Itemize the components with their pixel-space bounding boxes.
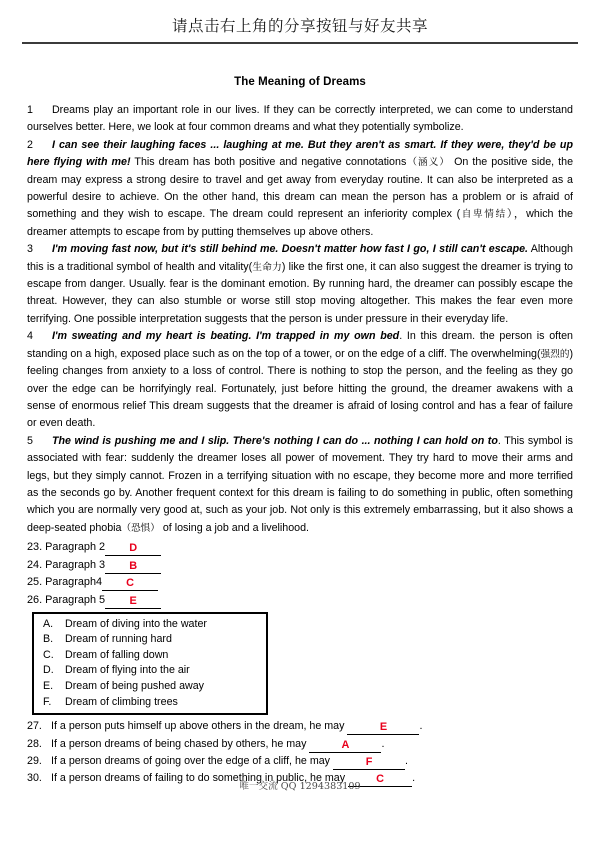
page-title: The Meaning of Dreams (234, 76, 366, 88)
option-letter: C. (43, 648, 54, 661)
chinese-gloss: （涵义） (406, 157, 451, 169)
answer-letter: A (341, 738, 350, 751)
answer-letter: F (365, 755, 373, 768)
answer-blank[interactable] (333, 755, 405, 770)
option-text: Dream of being pushed away (65, 679, 205, 692)
question-text: If a person puts himself up above others in the dream, he may (51, 720, 345, 733)
footer-contact: 唯一交流 QQ 1294383109 (239, 781, 361, 792)
paragraph-number: 4 (27, 330, 33, 343)
paragraph-number: 3 (27, 243, 33, 256)
option-text: Dream of flying into the air (65, 664, 190, 677)
option-item-e[interactable] (34, 679, 266, 695)
chinese-gloss: 自卑情结 (460, 209, 507, 221)
question-number: 27. (27, 720, 42, 733)
question-label: Paragraph 5 (45, 593, 106, 606)
answer-blank[interactable] (309, 738, 381, 753)
question-number: 28. (27, 737, 42, 750)
answer-blank[interactable] (105, 541, 161, 556)
answer-blank[interactable] (105, 559, 161, 574)
header-divider (22, 42, 578, 44)
paragraph-number: 2 (27, 138, 33, 151)
paragraph-5 (27, 433, 573, 537)
paragraph-text-part2: ) feeling changes from anxiety to a loss of control. There is nothing to stop the person, and the feeling as they go over the edge can be horrifyingly real. Fortunately, just before hitting the ground, the dreamer awakens with a sense of enormous relief This dream suggests that the dreamer is afraid of losing control and has a fear of failure or even death. (27, 347, 574, 430)
chinese-gloss: 生命力 (252, 261, 282, 273)
dream-quote: The wind is pushing me and I slip. There's nothing I can do ... nothing I can hold on to (51, 434, 498, 447)
dream-quote: I'm sweating and my heart is beating. I'm trapped in my own bed (51, 330, 400, 343)
answer-blank[interactable] (105, 594, 161, 609)
sentence-period: . (405, 754, 408, 767)
question-number: 23. (27, 541, 43, 554)
article-body (27, 102, 573, 788)
answer-letter: E (129, 594, 137, 607)
paragraph-number: 1 (27, 104, 33, 116)
option-letter: D. (43, 664, 54, 677)
paragraph-2 (27, 137, 573, 241)
option-item-d[interactable] (34, 663, 266, 679)
question-number: 30. (27, 772, 42, 785)
option-text: Dream of running hard (65, 633, 172, 646)
paragraph-text-part2: On the positive side, the dream may express a strong desire to travel and get away from everyday routine. It can also be interpreted as a powerful desire to achieve. On the other hand, this dream can mean the person has a problem or is afraid of something and they wish to escape. The dream could represent an inferiority complex ( (27, 156, 574, 221)
chinese-gloss: （恐惧） (121, 522, 160, 534)
question-text: If a person dreams of being chased by others, he may (51, 737, 307, 750)
share-banner-text: 请点击右上角的分享按钮与好友共享 (171, 17, 428, 35)
matching-question-row (27, 592, 573, 610)
paragraph-number: 5 (27, 434, 33, 447)
matching-question-row (27, 557, 573, 575)
sentence-period: . (412, 772, 416, 785)
answer-blank[interactable] (347, 720, 419, 735)
completion-question-row (27, 736, 573, 753)
question-label: Paragraph 3 (45, 558, 106, 571)
answer-letter: C (126, 577, 135, 590)
option-item-a[interactable] (34, 617, 266, 633)
dream-quote: I'm moving fast now, but it's still behind me. Doesn't matter how fast I go, I still can't escape. (51, 243, 529, 256)
completion-question-row (27, 718, 573, 735)
paragraph-text-part1: . This symbol is associated with fear: suddenly the dreamer loses all power of movement. They try hard to move their arms and legs, but they simply cannot. Frozen in a terrifying situation with no escape, they become more and more terrified as the seconds go by. Another frequent context for this dream is failing to do something in public, often something which you are normally very good at, such as your job. Not only is this extremely embarrassing, but it also shows a deep-seated phobia (27, 434, 573, 534)
paragraph-3 (27, 241, 573, 328)
paragraph-text-part3: ），which the dreamer attempts to escape from by putting themselves up above others. (27, 208, 573, 238)
paragraph-4 (27, 328, 573, 432)
question-number: 29. (27, 754, 42, 767)
paragraph-text: Dreams play an important role in our lives. If they can be correctly interpreted, we can come to understand ourselves better. Here, we look at four common dreams and what they potentially symbolize. (27, 104, 573, 134)
answer-letter: B (129, 559, 138, 572)
option-text: Dream of climbing trees (65, 695, 178, 708)
sentence-period: . (381, 737, 385, 750)
option-letter: E. (43, 679, 54, 692)
paragraph-text-part1: This dream has both positive and negative connotations (130, 156, 407, 169)
paragraph-1 (27, 102, 573, 137)
answer-letter: E (379, 721, 388, 734)
option-letter: F. (43, 695, 52, 708)
chinese-gloss: 强烈的 (540, 348, 570, 360)
question-label: Paragraph 2 (45, 541, 106, 554)
answer-letter: C (376, 773, 384, 786)
dream-quote: I can see their laughing faces ... laughing at me. But they aren't as smart. If they were, they'd be up here flying with me! (27, 138, 573, 169)
matching-question-row (27, 539, 573, 557)
question-number: 25. (27, 576, 43, 589)
option-text: Dream of falling down (65, 648, 169, 661)
matching-question-row (27, 574, 573, 592)
options-box (32, 612, 268, 716)
paragraph-text-part2: of losing a job and a livelihood. (159, 521, 310, 534)
option-item-b[interactable] (34, 632, 266, 648)
option-text: Dream of diving into the water (65, 617, 207, 630)
sentence-period: . (419, 720, 423, 733)
question-label: Paragraph4 (45, 576, 103, 589)
answer-letter: D (129, 542, 138, 555)
question-number: 26. (27, 593, 43, 606)
answer-blank[interactable] (102, 576, 158, 591)
question-text: If a person dreams of failing to do something in public, he may (51, 772, 346, 785)
question-number: 24. (27, 558, 43, 571)
paragraph-text-part2: ) like the first one, it can also suggest the dreamer is trying to escape from danger. Usually. fear is the dominant emotion. By running hard, the dreamer can possibly escape the threat. However, they can also stumble or worse still stop moving altogether. This makes the fear even more terrifying. One possible interpretation suggests that the person is under pressure in their everyday life. (27, 260, 573, 325)
matching-question-list (27, 539, 573, 609)
paragraph-text-part1: Although this is a traditional symbol of health and vitality( (27, 243, 573, 273)
option-letter: A. (43, 617, 54, 630)
option-letter: B. (43, 633, 54, 646)
option-item-f[interactable] (34, 695, 266, 711)
paragraph-text-part1: . In this dream. the person is often standing on a high, exposed place such as on the top of a tower, or on the edge of a cliff. The overwhelming( (27, 330, 573, 360)
option-item-c[interactable] (34, 648, 266, 664)
completion-question-row (27, 753, 573, 770)
question-text: If a person dreams of going over the edge of a cliff, he may (51, 754, 331, 767)
